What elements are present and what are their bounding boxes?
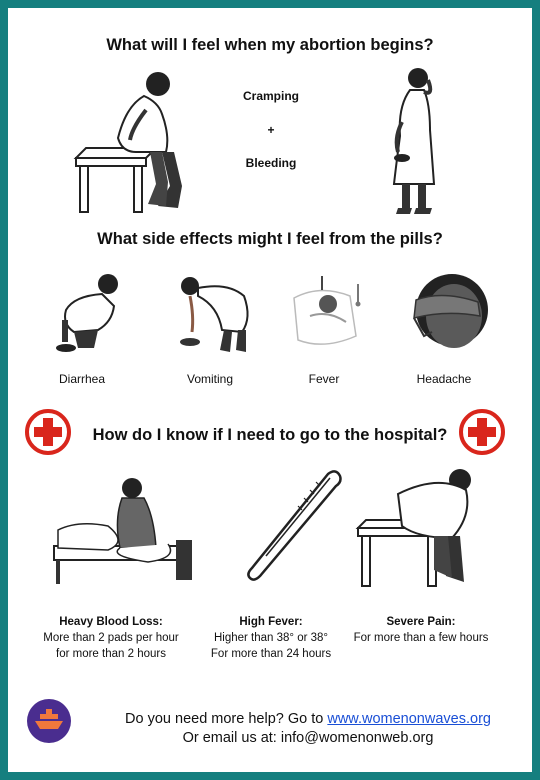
effect-label-vomiting: Vomiting	[186, 372, 234, 386]
headache-illustration	[402, 266, 498, 358]
footer-help-text: Do you need more help? Go to	[125, 711, 328, 727]
thermometer-illustration	[236, 460, 346, 590]
symptom-cramping: Cramping	[242, 89, 299, 103]
severe-pain-illustration	[348, 466, 488, 590]
sign-title-blood-loss: Heavy Blood Loss:	[59, 616, 163, 628]
section3-title: How do I know if I need to go to the hospital?	[92, 426, 448, 444]
sitting-woman-illustration	[66, 66, 196, 218]
effect-label-diarrhea: Diarrhea	[58, 372, 106, 386]
sign-detail-high-fever-2: For more than 24 hours	[210, 648, 332, 660]
fever-illustration	[280, 266, 372, 358]
heavy-blood-loss-illustration	[48, 470, 198, 590]
sign-detail-blood-loss-2: for more than 2 hours	[56, 648, 166, 660]
section1-title: What will I feel when my abortion begins?	[106, 36, 434, 54]
sign-detail-high-fever-1: Higher than 38° or 38°	[213, 632, 329, 644]
sign-detail-severe-pain-1: For more than a few hours	[353, 632, 489, 644]
sign-title-severe-pain: Severe Pain:	[386, 616, 456, 628]
footer-email-line: Or email us at: info@womenonweb.org	[182, 730, 434, 746]
diarrhea-illustration	[44, 266, 136, 358]
info-poster	[8, 8, 532, 772]
standing-woman-illustration	[376, 66, 456, 218]
symptom-bleeding: Bleeding	[245, 156, 297, 170]
effect-label-fever: Fever	[308, 372, 340, 386]
women-on-waves-logo	[26, 698, 72, 744]
vomiting-illustration	[168, 266, 260, 358]
symptom-plus: +	[267, 123, 275, 137]
section2-title: What side effects might I feel from the pills?	[97, 230, 443, 248]
sign-title-high-fever: High Fever:	[239, 616, 303, 628]
footer-help-line	[108, 711, 508, 727]
website-link[interactable]: www.womenonwaves.org	[327, 711, 491, 727]
sign-detail-blood-loss-1: More than 2 pads per hour	[43, 632, 179, 644]
effect-label-headache: Headache	[416, 372, 472, 386]
